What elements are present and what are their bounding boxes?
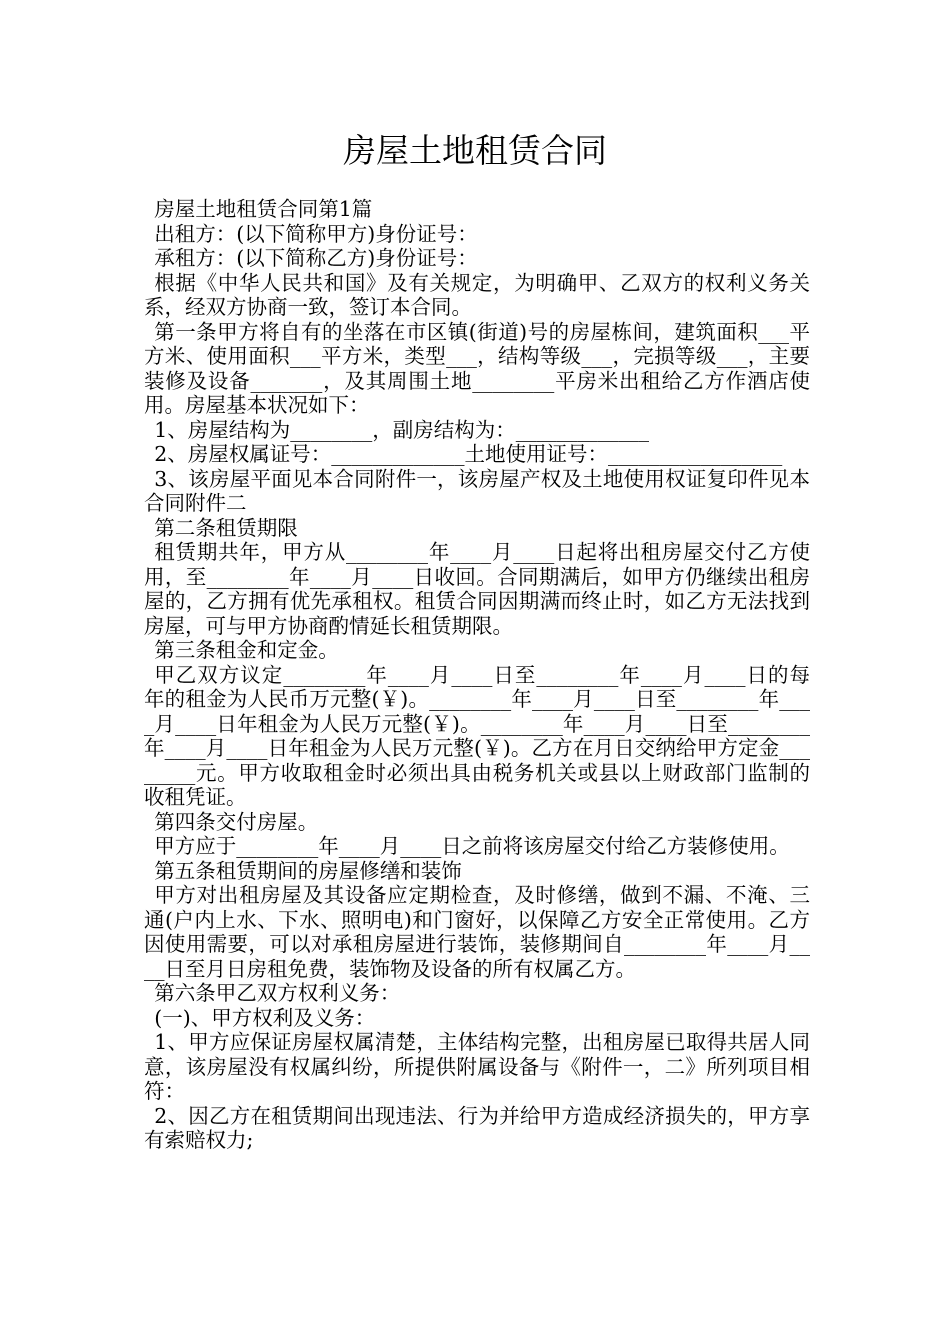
paragraph-lessee: 承租方：(以下简称乙方)身份证号： xyxy=(154,246,478,270)
paragraph-article-5-heading: 第五条租赁期间的房屋修缮和装饰 xyxy=(154,858,462,883)
paragraph-lessor: 出租方：(以下简称甲方)身份证号： xyxy=(154,221,478,246)
paragraph-article-3-heading: 第三条租金和定金。 xyxy=(154,638,339,662)
paragraph-article-2-heading: 第二条租赁期限 xyxy=(154,515,298,540)
paragraph-part-heading: 房屋土地租赁合同第1篇 xyxy=(154,197,373,221)
paragraph-article-1: 第一条甲方将自有的坐落在市区镇(街道)号的房屋栋间，建筑面积___平方米、使用面积___平方米，类型___，结构等级___，完损等级___，主要装修及设备_______，及其周围土地________平房米出租给乙方作酒店使用。房屋基本状况如下： xyxy=(144,319,810,417)
document-body xyxy=(144,197,810,1153)
paragraph-preamble: 根据《中华人民共和国》及有关规定，为明确甲、乙双方的权利义务关系，经双方协商一致，签订本合同。 xyxy=(144,270,810,319)
paragraph-article-5-body: 甲方对出租房屋及其设备应定期检查，及时修缮，做到不漏、不淹、三通(户内上水、下水、照明电)和门窗好，以保障乙方安全正常使用。乙方因使用需要，可以对承租房屋进行装饰，装修期间自________年____月____日至月日房租免费，装饰物及设备的所有权属乙方。 xyxy=(144,883,810,981)
paragraph-article-4-body: 甲方应于________年____月____日之前将该房屋交付给乙方装修使用。 xyxy=(154,834,790,858)
paragraph-article-6-heading: 第六条甲乙双方权利义务： xyxy=(154,981,401,1005)
paragraph-lessor-right-1: 1、甲方应保证房屋权属清楚，主体结构完整，出租房屋已取得共居人同意，该房屋没有权属纠纷，所提供附属设备与《附件一，二》所列项目相符： xyxy=(144,1030,810,1103)
paragraph-article-2-body: 租赁期共年，甲方从________年____月____日起将出租房屋交付乙方使用，至________年____月____日收回。合同期满后，如甲方仍继续出租房屋的，乙方拥有优先承租权。租赁合同因期满而终止时，如乙方无法找到房屋，可与甲方协商酌情延长租赁期限。 xyxy=(144,540,810,638)
paragraph-article-3-body: 甲乙双方议定________年____月____日至________年____月____日的每年的租金为人民币万元整(￥)。________年____月____日至________年____月____日年租金为人民万元整(￥)。________年____月____日至________年____月____日年租金为人民万元整(￥)。乙方在月日交纳给甲方定金________元。甲方收取租金时必须出具由税务机关或县以上财政部门监制的收租凭证。 xyxy=(144,662,810,809)
paragraph-item-2: 2、房屋权属证号：_____________土地使用证号：_________________ xyxy=(154,442,783,466)
paragraph-article-4-heading: 第四条交付房屋。 xyxy=(154,809,319,834)
paragraph-item-1: 1、房屋结构为________，副房结构为：_____________ xyxy=(154,417,650,442)
paragraph-item-3: 3、该房屋平面见本合同附件一，该房屋产权及土地使用权证复印件见本合同附件二 xyxy=(144,466,810,515)
paragraph-lessor-rights-heading: (一)、甲方权利及义务： xyxy=(154,1005,376,1030)
paragraph-lessor-right-2: 2、因乙方在租赁期间出现违法、行为并给甲方造成经济损失的，甲方享有索赔权力; xyxy=(144,1103,810,1152)
document-title: 房屋土地租赁合同 xyxy=(343,131,607,170)
